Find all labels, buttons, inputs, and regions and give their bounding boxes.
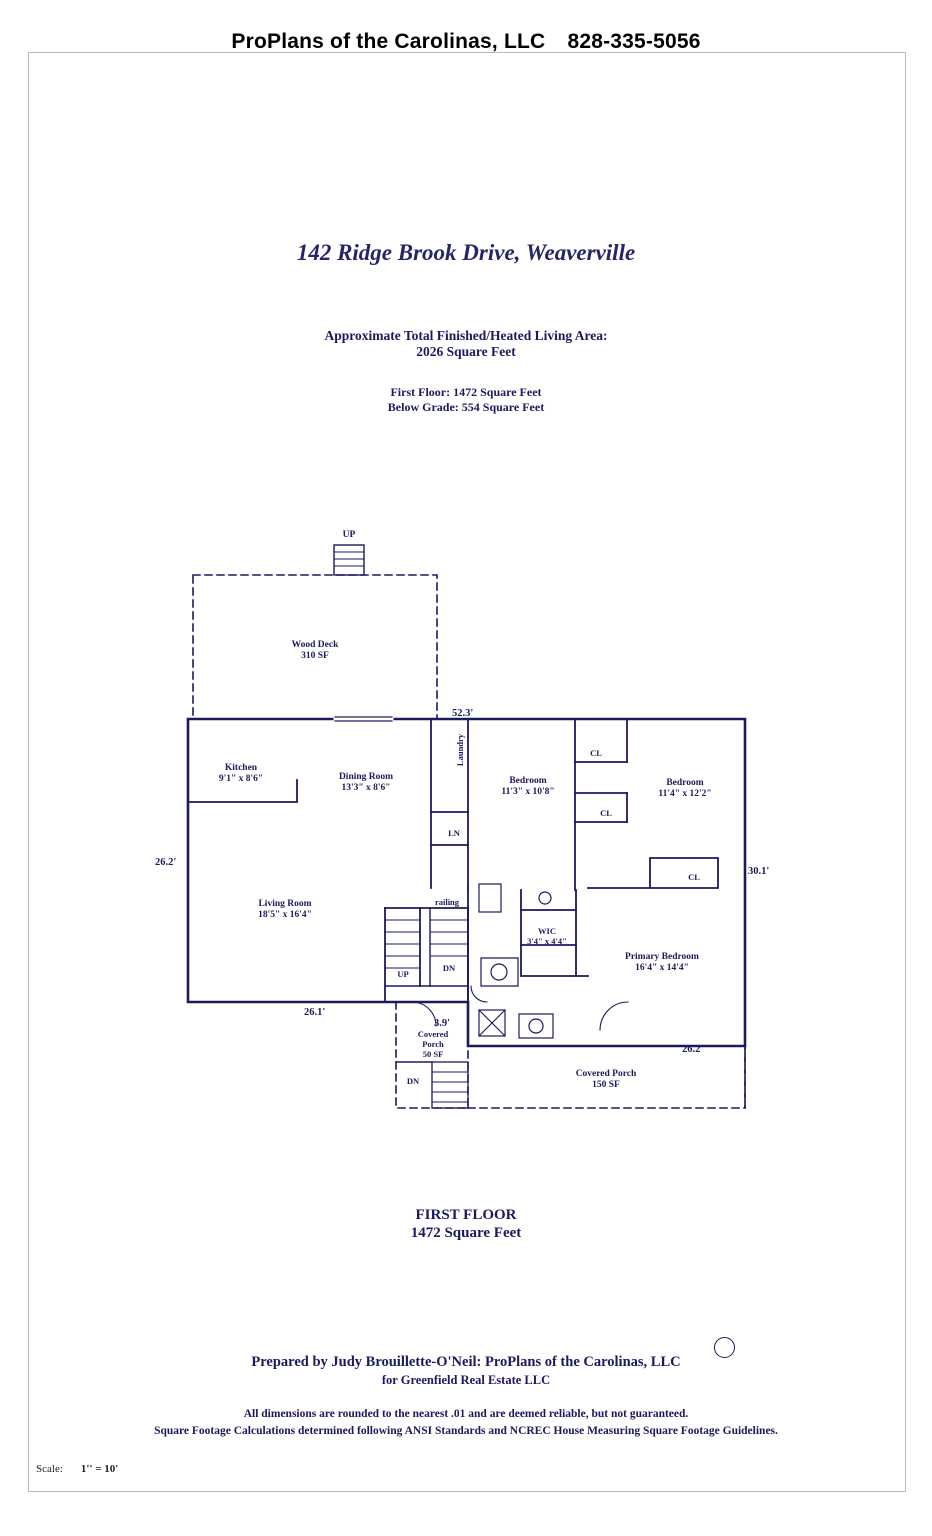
kitchen-name: Kitchen: [224, 763, 258, 773]
prepared-by: [0, 1353, 932, 1389]
company-name: ProPlans of the Carolinas, LLC: [231, 30, 546, 53]
label-closet-1: CL: [590, 748, 602, 758]
disclaimer-line-2: Square Footage Calculations determined following ANSI Standards and NCREC House Measuring Square Footage Guidelines.: [154, 1425, 778, 1437]
label-covered-porch-front: [404, 1029, 462, 1059]
company-phone: 828-335-5056: [567, 30, 701, 53]
wic-name: WIC: [538, 926, 556, 936]
label-covered-porch-rear: [556, 1069, 656, 1091]
dim-left: 26.2': [155, 857, 177, 868]
label-up-deck: UP: [342, 530, 356, 540]
dining-room-name: Dining Room: [338, 772, 394, 782]
floor-name: FIRST FLOOR: [415, 1207, 517, 1223]
label-living-room: [235, 899, 335, 921]
label-stair-dn: DN: [442, 963, 456, 973]
label-walk-in-closet: [518, 926, 576, 946]
living-area-summary: [0, 328, 932, 360]
primary-bedroom-size: 16'4" x 14'4": [635, 963, 689, 973]
living-room-size: 18'5" x 16'4": [258, 910, 312, 920]
company-header: [0, 30, 932, 54]
scale-value: 1'' = 10': [80, 1463, 119, 1475]
area-breakdown: [0, 385, 932, 415]
label-railing: railing: [434, 897, 460, 907]
label-laundry: Laundry: [455, 733, 465, 767]
prepared-by-line: Prepared by Judy Brouillette-O'Neil: ProPlans of the Carolinas, LLC: [251, 1354, 681, 1370]
dim-right: 30.1': [748, 866, 770, 877]
label-linen-closet: LN: [448, 828, 460, 838]
porch-front-l2: Porch: [422, 1039, 444, 1049]
label-bedroom-2: [486, 776, 570, 798]
bedroom-2-name: Bedroom: [509, 776, 547, 786]
label-primary-bedroom: [607, 952, 717, 974]
dining-room-size: 13'3" x 8'6": [341, 783, 391, 793]
label-closet-3: CL: [688, 872, 700, 882]
scale-row: [36, 1463, 118, 1475]
dim-porch: 3.9': [434, 1018, 451, 1029]
wood-deck-area: 310 SF: [301, 651, 329, 661]
page-frame: [28, 52, 906, 1492]
first-floor-area: First Floor: 1472 Square Feet: [390, 385, 542, 399]
wood-deck-name: Wood Deck: [291, 640, 339, 650]
kitchen-size: 9'1" x 8'6": [218, 774, 264, 784]
bedroom-2-size: 11'3" x 10'8": [501, 787, 555, 797]
primary-bedroom-name: Primary Bedroom: [625, 952, 699, 962]
living-area-caption: Approximate Total Finished/Heated Living Area:: [324, 328, 608, 343]
floor-area: 1472 Square Feet: [410, 1225, 522, 1241]
living-room-name: Living Room: [258, 899, 312, 909]
page-title: 142 Ridge Brook Drive, Weaverville: [296, 240, 636, 265]
porch-rear-name: Covered Porch: [575, 1069, 637, 1079]
porch-rear-area: 150 SF: [592, 1080, 620, 1090]
disclaimer-line-1: All dimensions are rounded to the nearest .01 and are deemed reliable, but not guaranteed.: [243, 1408, 689, 1420]
dim-bottom-right: 26.2': [682, 1044, 704, 1055]
dim-bottom-left: 26.1': [304, 1007, 326, 1018]
label-stair-dn-2: DN: [406, 1076, 420, 1086]
dim-top: 52.3': [452, 708, 474, 719]
porch-front-area: 50 SF: [422, 1049, 444, 1059]
label-bedroom-3: [643, 778, 727, 800]
disclaimer: [0, 1406, 932, 1440]
label-wood-deck: [265, 640, 365, 662]
below-grade-area: Below Grade: 554 Square Feet: [387, 400, 545, 414]
porch-front-l1: Covered: [417, 1029, 449, 1039]
label-dining-room: [323, 772, 409, 794]
label-kitchen: [201, 763, 281, 785]
floor-label: [0, 1206, 932, 1242]
scale-label: Scale:: [36, 1463, 63, 1475]
label-closet-2: CL: [600, 808, 612, 818]
label-stair-up: UP: [397, 969, 409, 979]
wic-size: 3'4" x 4'4": [527, 936, 567, 946]
prepared-for-line: for Greenfield Real Estate LLC: [381, 1373, 551, 1387]
bedroom-3-size: 11'4" x 12'2": [658, 789, 712, 799]
bedroom-3-name: Bedroom: [666, 778, 704, 788]
living-area-value: 2026 Square Feet: [416, 344, 516, 359]
